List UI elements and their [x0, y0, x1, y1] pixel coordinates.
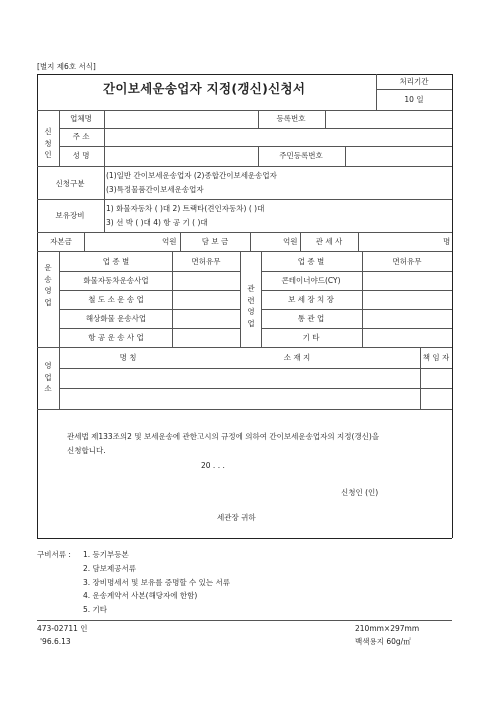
processing-period-label: 처리기간 [399, 77, 429, 86]
address-label: 주 소 [72, 132, 90, 141]
recipient: 세관장 귀하 [217, 513, 256, 522]
document-title: 간이보세운송업자 지정(갱신)신청서 [103, 81, 306, 96]
equipment-line2: 3) 선 박 ( )대 4) 항 공 기 ( )대 [106, 218, 208, 227]
frame-bottom [37, 538, 452, 539]
statement-line1: 관세법 제133조의2 및 보세운송에 관한고시의 규정에 의하여 간이보세운송업자의 지정(갱신)을 [67, 432, 380, 441]
frame-left [37, 74, 38, 538]
name-label: 성 명 [72, 151, 90, 160]
footer-code: 473-02711 인 [37, 624, 88, 633]
form-number-label: [별지 제6호 서식] [37, 62, 96, 71]
attachments-label: 구비서류 : [37, 550, 71, 559]
office-manager-header: 책 임 자 [422, 353, 450, 362]
license-header-right: 면허유무 [392, 257, 422, 266]
business-type-header-right: 업 종 별 [297, 257, 325, 266]
business-item-right-1: 콘테이너야드(CY) [281, 276, 341, 285]
business-item-left-2: 철 도 소 운 송 업 [88, 295, 144, 304]
customs-broker-unit: 명 [443, 237, 451, 246]
related-business-label: 관 련 영 업 [247, 284, 255, 328]
attachment-item-3: 3. 장비명세서 및 보유를 증명할 수 있는 서류 [83, 578, 231, 587]
collateral-unit: 억원 [283, 237, 298, 246]
attachment-item-5: 5. 기타 [83, 605, 108, 614]
business-side-label: 운 송 영 업 [44, 263, 52, 307]
office-name-header: 명 칭 [119, 353, 137, 362]
paper-size: 210mm×297mm [355, 624, 420, 633]
statement-line2: 신청합니다. [67, 446, 106, 455]
application-type-line1: (1)일반 간이보세운송업자 (2)종합간이보세운송업자 [106, 171, 277, 180]
business-item-right-2: 보 세 장 치 장 [288, 295, 334, 304]
customs-broker-label: 관 세 사 [315, 237, 343, 246]
office-location-header: 소 재 지 [283, 353, 311, 362]
attachment-item-2: 2. 담보제공서류 [83, 564, 137, 573]
equipment-label: 보유장비 [55, 211, 85, 220]
frame-right [452, 74, 453, 538]
application-date: 20 . . . [201, 461, 225, 470]
equipment-line1: 1) 화물자동차 ( )대 2) 트랙타(견인자동차) ( )대 [106, 204, 265, 213]
paper-spec: 백색용지 60g/㎡ [355, 637, 411, 646]
attachment-item-1: 1. 등기부등본 [83, 550, 129, 559]
capital-label: 자본금 [50, 237, 72, 246]
license-header-left: 면허유무 [191, 257, 221, 266]
resident-number-label: 주민등록번호 [279, 151, 323, 160]
application-type-line2: (3)특정물품간이보세운송업자 [106, 185, 204, 194]
business-item-left-3: 해상화물 운송사업 [85, 314, 147, 323]
frame-top [37, 74, 452, 75]
capital-unit: 억원 [162, 237, 177, 246]
applicant-signature: 신청인 (인) [341, 488, 379, 497]
application-type-label: 신청구분 [55, 179, 85, 188]
processing-period-value: 10 일 [404, 95, 424, 104]
business-type-header-left: 업 종 별 [102, 257, 130, 266]
business-item-left-1: 화물자동차운송사업 [83, 276, 149, 285]
collateral-label: 담 보 금 [201, 237, 229, 246]
company-name-label: 업체명 [70, 114, 92, 123]
attachment-item-4: 4. 운송계약서 사본(해당자에 한함) [83, 591, 198, 600]
footer-date: '96.6.13 [40, 637, 71, 646]
business-item-right-3: 통 관 업 [297, 314, 325, 323]
business-item-right-4: 기 타 [302, 333, 320, 342]
office-side-label: 영 업 소 [44, 361, 52, 394]
registration-number-label: 등록번호 [276, 114, 306, 123]
business-item-left-4: 항 공 운 송 사 업 [88, 333, 144, 342]
applicant-side-label: 신 청 인 [44, 127, 52, 160]
